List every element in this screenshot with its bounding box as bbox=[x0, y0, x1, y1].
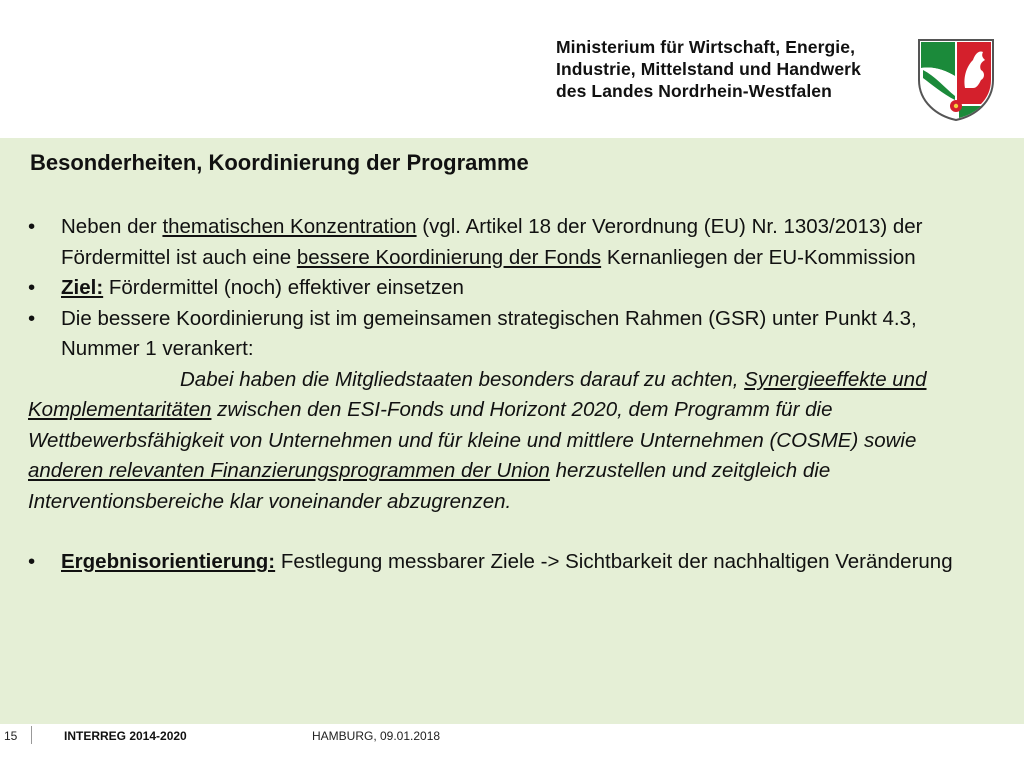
bullet-text: Neben der bbox=[61, 215, 163, 238]
bullet-label: Ziel: bbox=[61, 276, 104, 299]
slide-title: Besonderheiten, Koordinierung der Programme bbox=[30, 150, 529, 175]
bullet-text: Festlegung messbarer Ziele -> Sichtbarkeit der nachhaltigen Veränderung bbox=[275, 550, 953, 573]
bullet-icon: • bbox=[28, 215, 36, 238]
spacer bbox=[28, 517, 988, 547]
bullet-koordinierung bbox=[28, 212, 988, 273]
bullet-gsr bbox=[28, 304, 988, 365]
bullet-text: Die bessere Koordinierung ist im gemeinsamen strategischen Rahmen (GSR) unter Punkt 4.3, Nummer 1 verankert: bbox=[61, 306, 917, 360]
ministry-name bbox=[556, 36, 896, 102]
bullet-label: Ergebnisorientierung: bbox=[61, 550, 276, 573]
nrw-coat-of-arms-icon bbox=[915, 36, 997, 122]
ministry-line-2: Industrie, Mittelstand und Handwerk bbox=[556, 59, 861, 79]
gsr-quote bbox=[28, 365, 988, 518]
ministry-line-1: Ministerium für Wirtschaft, Energie, bbox=[556, 37, 856, 57]
footer-divider bbox=[31, 726, 32, 744]
bullet-icon: • bbox=[28, 550, 36, 573]
page-number: 15 bbox=[4, 729, 18, 743]
bullet-text: Fördermittel (noch) effektiver einsetzen bbox=[103, 276, 464, 299]
underlined-term: thematischen Konzentration bbox=[162, 215, 417, 238]
underlined-term: anderen relevanten Finanzierungsprogrammen der Union bbox=[28, 459, 550, 482]
bullet-text: Kernanliegen der EU-Kommission bbox=[601, 245, 916, 269]
bullet-icon: • bbox=[28, 306, 36, 330]
quote-text: zwischen den ESI-Fonds und Horizont 2020, dem Programm für die Wettbewerbsfähigkeit von Unternehmen und für kleine und mittlere Unternehmen (COSME) sowie bbox=[28, 398, 917, 452]
bullet-list bbox=[28, 212, 988, 578]
program-name: INTERREG 2014-2020 bbox=[64, 729, 187, 743]
bullet-ergebnis bbox=[28, 547, 988, 578]
bullet-icon: • bbox=[28, 276, 36, 299]
quote-text: Dabei haben die Mitgliedstaaten besonders darauf zu achten, bbox=[180, 367, 739, 391]
bullet-ziel bbox=[28, 273, 988, 304]
bullet-text: (vgl. Artikel 18 der Verordnung (EU) Nr. 1303/2013) der Fördermittel ist auch eine bbox=[61, 215, 923, 269]
quote-text: herzustellen und zeitgleich die Interventionsbereiche klar voneinander abzugrenzen. bbox=[28, 459, 831, 513]
underlined-term: Synergieeffekte und Komplementaritäten bbox=[28, 367, 927, 421]
slide-header bbox=[0, 0, 1024, 138]
underlined-term: bessere Koordinierung der Fonds bbox=[296, 245, 602, 269]
ministry-line-3: des Landes Nordrhein-Westfalen bbox=[556, 81, 832, 101]
place-date: HAMBURG, 09.01.2018 bbox=[312, 729, 441, 743]
